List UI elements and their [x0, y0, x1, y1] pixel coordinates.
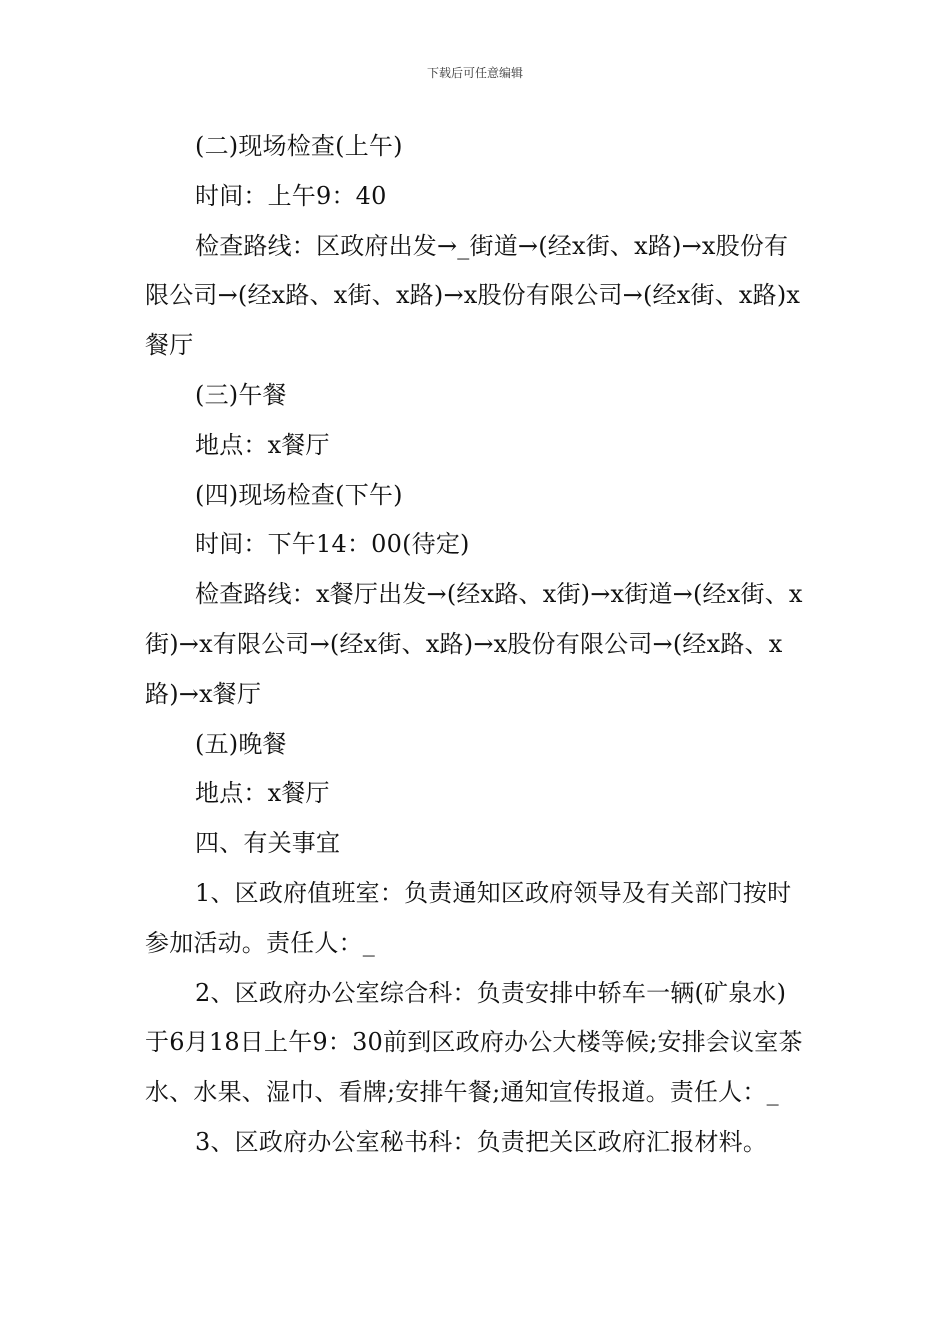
section-heading-inspection-afternoon: (四)现场检查(下午) [195, 480, 403, 509]
location-lunch: 地点：x餐厅 [195, 430, 330, 459]
route-morning: 检查路线：区政府出发→_街道→(经x街、x路)→x股份有限公司→(经x路、x街、x路)→x股份有限公司→(经x街、x路)x餐厅 [145, 231, 801, 360]
section-heading-dinner: (五)晚餐 [195, 729, 287, 758]
page-header: 下载后可任意编辑 [426, 66, 523, 80]
document-body [145, 122, 810, 1168]
time-afternoon: 时间：下午14：00(待定) [195, 530, 470, 559]
item-duty-office: 1、区政府值班室：负责通知区政府领导及有关部门按时参加活动。责任人：_ [145, 878, 792, 957]
section-heading-lunch: (三)午餐 [195, 380, 287, 409]
time-morning: 时间：上午9：40 [195, 181, 387, 210]
location-dinner: 地点：x餐厅 [195, 779, 330, 808]
item-general-section: 2、区政府办公室综合科：负责安排中轿车一辆(矿泉水)于6月18日上午9：30前到区政府办公大楼等候;安排会议室茶水、水果、湿巾、看牌;安排午餐;通知宣传报道。责任人：_ [145, 978, 803, 1107]
section-heading-related-matters: 四、有关事宜 [195, 829, 341, 858]
section-heading-inspection-morning: (二)现场检查(上午) [195, 132, 403, 160]
route-afternoon: 检查路线：x餐厅出发→(经x路、x街)→x街道→(经x街、x街)→x有限公司→(经x街、x路)→x股份有限公司→(经x路、x路)→x餐厅 [145, 580, 803, 708]
item-secretary-section: 3、区政府办公室秘书科：负责把关区政府汇报材料。 [195, 1127, 768, 1156]
